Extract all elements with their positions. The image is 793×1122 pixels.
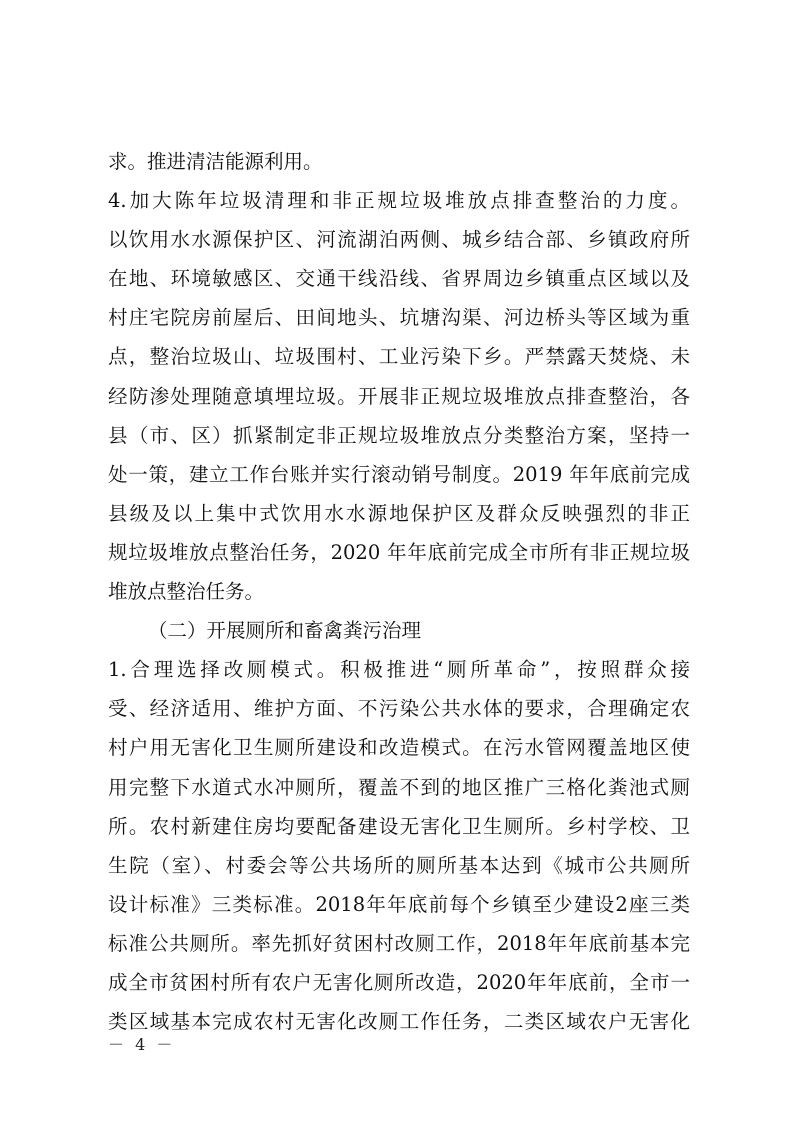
text-line: 4.加大陈年垃圾清理和非正规垃圾堆放点排查整治的力度。 [108,189,690,213]
text-line: 堆放点整治任务。 [108,580,265,604]
text-line: 村户用无害化卫生厕所建设和改造模式。在污水管网覆盖地区使 [108,736,690,760]
text-line: 标准公共厕所。率先抓好贫困村改厕工作，2018年年底前基本完 [108,931,690,955]
body-text [108,142,690,1041]
text-line: 成全市贫困村所有农户无害化厕所改造，2020年年底前，全市一 [108,970,690,994]
text-line: 县级及以上集中式饮用水水源地保护区及群众反映强烈的非正 [108,501,690,525]
text-line: 规垃圾堆放点整治任务，2020 年年底前完成全市所有非正规垃圾 [108,540,690,564]
text-line: 县（市、区）抓紧制定非正规垃圾堆放点分类整治方案，坚持一 [108,423,690,447]
text-line: 经防渗处理随意填埋垃圾。开展非正规垃圾堆放点排查整治，各 [108,384,690,408]
section-heading: （二）开展厕所和畜禽粪污治理 [148,619,422,643]
text-line: 类区域基本完成农村无害化改厕工作任务，二类区域农户无害化 [108,1010,690,1034]
text-line: 设计标准》三类标准。2018年年底前每个乡镇至少建设2座三类 [108,892,690,916]
text-line: 点，整治垃圾山、垃圾围村、工业污染下乡。严禁露天焚烧、未 [108,345,690,369]
text-line: 生院（室）、村委会等公共场所的厕所基本达到《城市公共厕所 [108,853,690,877]
text-line: 村庄宅院房前屋后、田间地头、坑塘沟渠、河边桥头等区域为重 [108,306,690,330]
text-line: 受、经济适用、维护方面、不污染公共水体的要求，合理确定农 [108,697,690,721]
text-line: 1.合理选择改厕模式。积极推进“厕所革命”，按照群众接 [108,658,690,682]
text-line: 所。农村新建住房均要配备建设无害化卫生厕所。乡村学校、卫 [108,814,690,838]
text-line: 用完整下水道式水冲厕所，覆盖不到的地区推广三格化粪池式厕 [108,775,690,799]
text-line: 在地、环境敏感区、交通干线沿线、省界周边乡镇重点区域以及 [108,267,690,291]
text-line: 求。推进清洁能源利用。 [108,150,323,173]
text-line: 以饮用水水源保护区、河流湖泊两侧、城乡结合部、乡镇政府所 [108,228,690,252]
text-line: 处一策，建立工作台账并实行滚动销号制度。2019 年年底前完成 [108,462,690,486]
page-number: － 4 － [108,1035,176,1054]
